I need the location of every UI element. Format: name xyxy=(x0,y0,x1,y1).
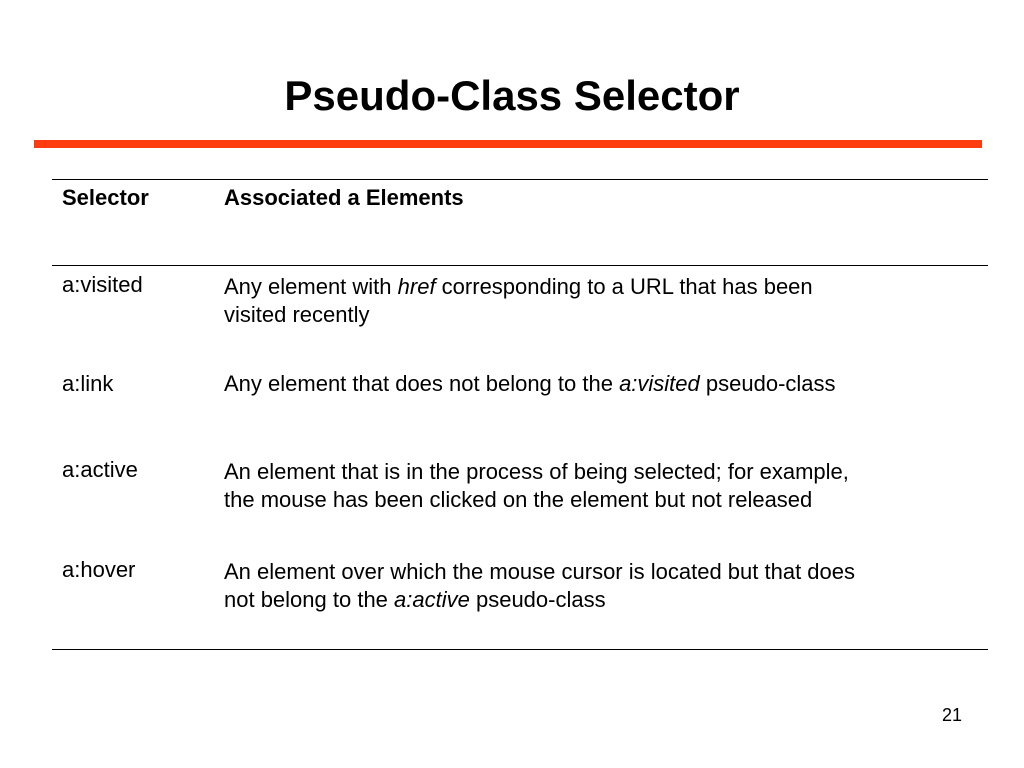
description-line xyxy=(224,586,974,614)
row-link-description xyxy=(224,370,974,398)
text-run: Any element that does not belong to the xyxy=(224,371,620,396)
row-visited-description xyxy=(224,273,974,329)
text-run: not belong to the xyxy=(224,587,395,612)
description-line: visited recently xyxy=(224,302,370,327)
header-associated-elements: Associated a Elements xyxy=(224,185,464,210)
description-line xyxy=(224,370,974,398)
text-run: pseudo-class xyxy=(469,587,606,612)
text-run: pseudo-class xyxy=(699,371,836,396)
page-number: 21 xyxy=(941,705,962,725)
text-run: Any element with xyxy=(224,274,398,299)
italic-term: href xyxy=(397,274,436,299)
row-hover-selector: a:hover xyxy=(62,557,136,582)
text-run: corresponding to a URL that has been xyxy=(435,274,813,299)
description-line: the mouse has been clicked on the element but not released xyxy=(224,487,813,512)
description-line: An element that is in the process of being selected; for example, xyxy=(224,459,849,484)
slide-title: Pseudo-Class Selector xyxy=(284,72,740,119)
table-header-rule xyxy=(52,265,988,266)
row-hover-description xyxy=(224,558,974,614)
title-accent-rule xyxy=(34,140,982,148)
italic-term: a:visited xyxy=(619,371,700,396)
table-top-rule xyxy=(52,179,988,180)
row-link-selector: a:link xyxy=(62,371,114,396)
italic-term: a:active xyxy=(394,587,470,612)
table-bottom-rule xyxy=(52,649,988,650)
description-line xyxy=(224,273,974,301)
row-active-selector: a:active xyxy=(62,457,138,482)
row-active-description xyxy=(224,458,974,514)
row-visited-selector: a:visited xyxy=(62,272,143,297)
description-line: An element over which the mouse cursor is located but that does xyxy=(224,559,856,584)
header-selector: Selector xyxy=(62,185,149,210)
